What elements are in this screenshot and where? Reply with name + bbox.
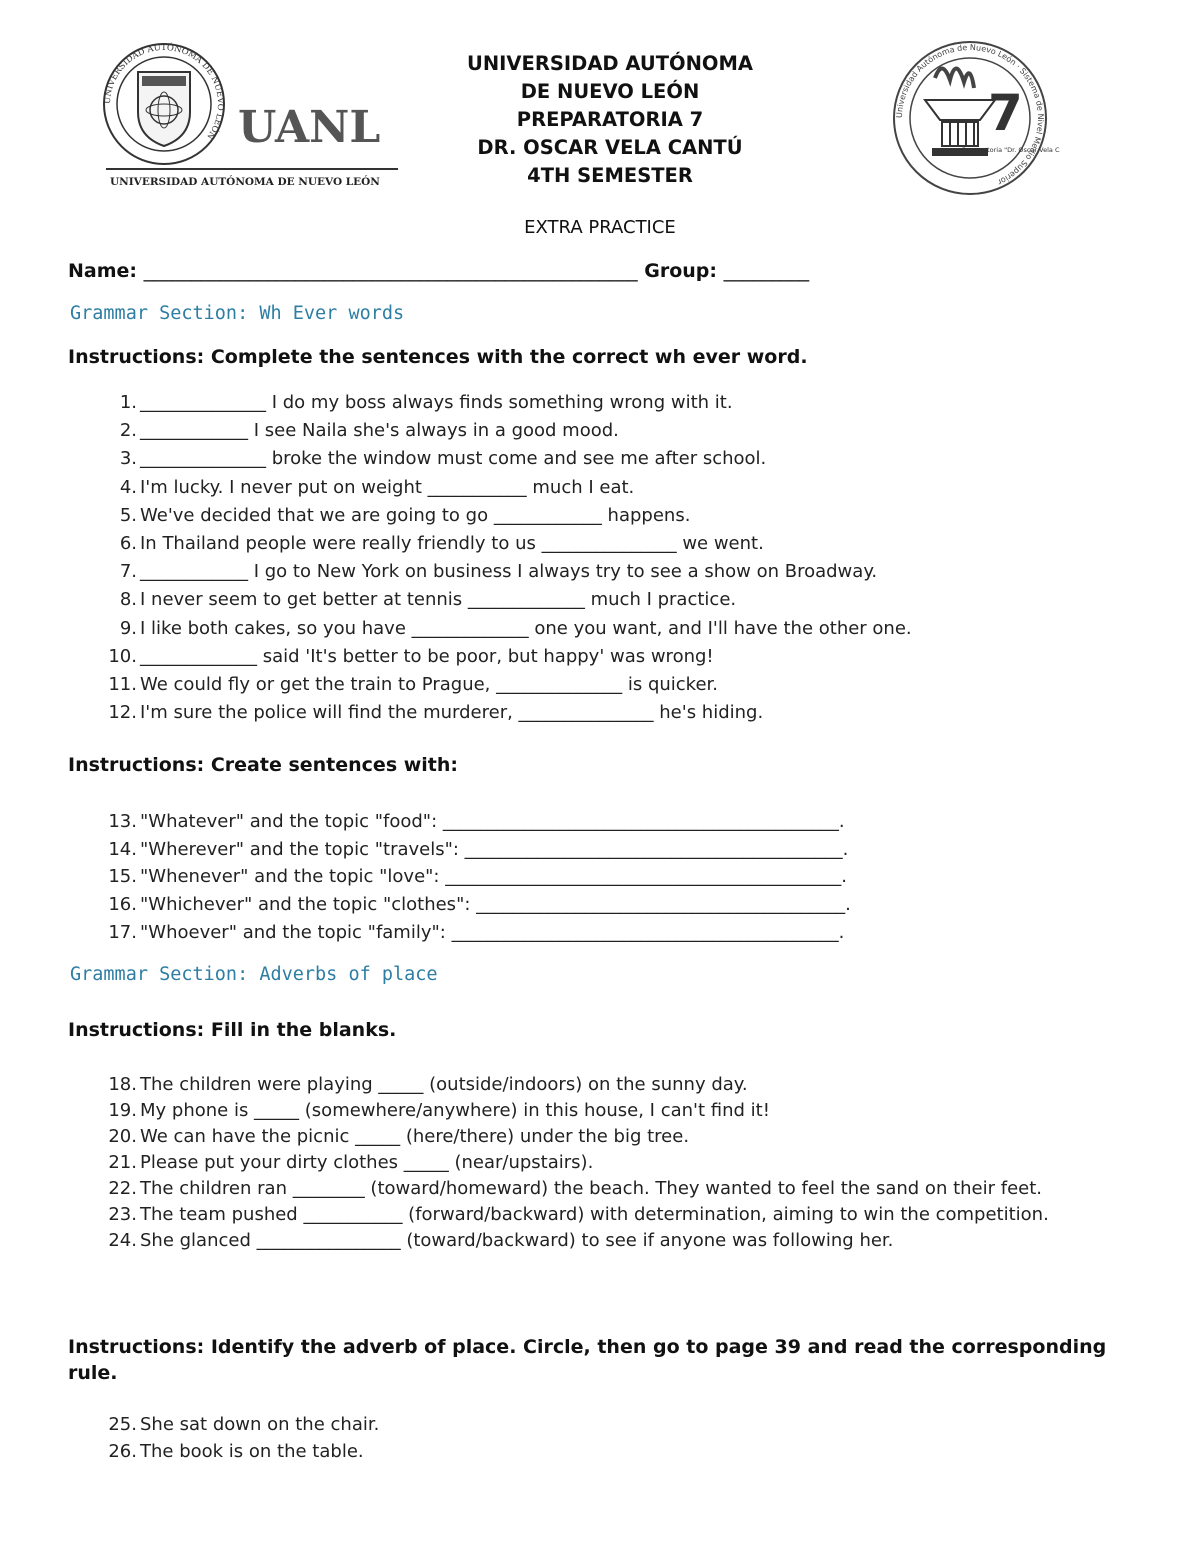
list-item: 26. The book is on the table. xyxy=(108,1441,364,1462)
header-line: PREPARATORIA 7 xyxy=(516,108,704,131)
adverbs-fill-list xyxy=(68,1072,1140,1254)
header-line: 4TH SEMESTER xyxy=(527,164,693,187)
list-item: 22. The children ran ________ (toward/homeward) the beach. They wanted to feel the sand on their feet. xyxy=(108,1178,1043,1199)
list-item: 19. My phone is _____ (somewhere/anywhere) in this house, I can't find it! xyxy=(108,1100,770,1121)
list-item: 18. The children were playing _____ (outside/indoors) on the sunny day. xyxy=(108,1074,748,1095)
list-item: 23. The team pushed ___________ (forward/backward) with determination, aiming to win the competition. xyxy=(108,1204,1049,1225)
torch-seal-icon xyxy=(880,38,1060,198)
list-item: 21. Please put your dirty clothes _____ (near/upstairs). xyxy=(108,1152,594,1173)
identify-adverb-list xyxy=(68,1411,379,1465)
wh-ever-list xyxy=(68,389,912,727)
instructions-identify: Instructions: Identify the adverb of place. Circle, then go to page 39 and read the corresponding rule. xyxy=(68,1336,1107,1384)
list-item: 7. ____________ I go to New York on business I always try to see a show on Broadway. xyxy=(119,561,878,583)
prepa-ring-text: Universidad Autónoma de Nuevo León · Sistema de Nivel Medio Superior xyxy=(894,42,1046,187)
name-group-line xyxy=(68,260,809,282)
list-item: 11. We could fly or get the train to Prague, ______________ is quicker. xyxy=(108,673,719,695)
list-item: 5. We've decided that we are going to go ____________ happens. xyxy=(119,504,691,526)
page-title: EXTRA PRACTICE xyxy=(524,217,676,238)
list-item: 3. ______________ broke the window must come and see me after school. xyxy=(119,448,767,470)
uanl-ring-text: UNIVERSIDAD AUTÓNOMA DE NUEVO LEÓN xyxy=(102,42,226,142)
uanl-caption: UNIVERSIDAD AUTÓNOMA DE NUEVO LEÓN xyxy=(110,176,380,188)
list-item: 24. She glanced ________________ (toward/backward) to see if anyone was following her. xyxy=(108,1230,894,1251)
instructions-create: Instructions: Create sentences with: xyxy=(68,754,459,776)
list-item: 13. "Whatever" and the topic "food": ____________________________________________. xyxy=(108,811,845,832)
create-sentences-list xyxy=(68,808,851,946)
list-item: 9. I like both cakes, so you have _____________ one you want, and I'll have the other one. xyxy=(119,617,912,639)
section-heading-wh-ever: Grammar Section: Wh Ever words xyxy=(70,303,405,324)
header-line: DE NUEVO LEÓN xyxy=(520,80,700,103)
instructions-fill-blanks: Instructions: Fill in the blanks. xyxy=(68,1019,397,1041)
list-item: 15. "Whenever" and the topic "love": ____________________________________________. xyxy=(108,866,847,888)
prepa-number: 7 xyxy=(988,84,1023,142)
list-item: 25. She sat down on the chair. xyxy=(108,1414,380,1435)
list-item: 10. _____________ said 'It's better to be poor, but happy' was wrong! xyxy=(108,645,714,667)
school-header xyxy=(400,50,820,190)
list-item: 8. I never seem to get better at tennis _____________ much I practice. xyxy=(119,589,737,611)
name-field[interactable]: ____________________________________________________ xyxy=(143,260,638,282)
header-line: DR. OSCAR VELA CANTÚ xyxy=(477,136,743,159)
list-item: 2. ____________ I see Naila she's always in a good mood. xyxy=(119,420,619,442)
list-item: 1. ______________ I do my boss always finds something wrong with it. xyxy=(119,392,733,413)
list-item: 20. We can have the picnic _____ (here/there) under the big tree. xyxy=(108,1126,690,1147)
uanl-seal-icon xyxy=(98,42,418,192)
name-label: Name: xyxy=(68,260,138,282)
uanl-wordmark: UANL xyxy=(238,102,381,153)
list-item: 6. In Thailand people were really friendly to us _______________ we went. xyxy=(119,532,764,554)
list-item: 4. I'm lucky. I never put on weight ___________ much I eat. xyxy=(119,476,635,498)
list-item: 14. "Wherever" and the topic "travels": __________________________________________. xyxy=(108,838,849,860)
list-item: 12. I'm sure the police will find the murderer, _______________ he's hiding. xyxy=(108,702,764,724)
list-item: 16. "Whichever" and the topic "clothes": _________________________________________. xyxy=(108,894,851,916)
prepa-inner-text: Preparatoria "Dr. Oscar Vela C xyxy=(962,146,1060,154)
group-label: Group: xyxy=(644,260,718,282)
uanl-logo xyxy=(98,42,418,192)
list-item: 17. "Whoever" and the topic "family": ___________________________________________. xyxy=(108,921,845,943)
section-heading-adverbs: Grammar Section: Adverbs of place xyxy=(70,964,438,985)
group-field[interactable]: _________ xyxy=(723,260,810,282)
instructions-complete: Instructions: Complete the sentences with the correct wh ever word. xyxy=(68,346,808,368)
prepa7-logo xyxy=(880,38,1060,198)
header-line: UNIVERSIDAD AUTÓNOMA xyxy=(467,52,753,75)
